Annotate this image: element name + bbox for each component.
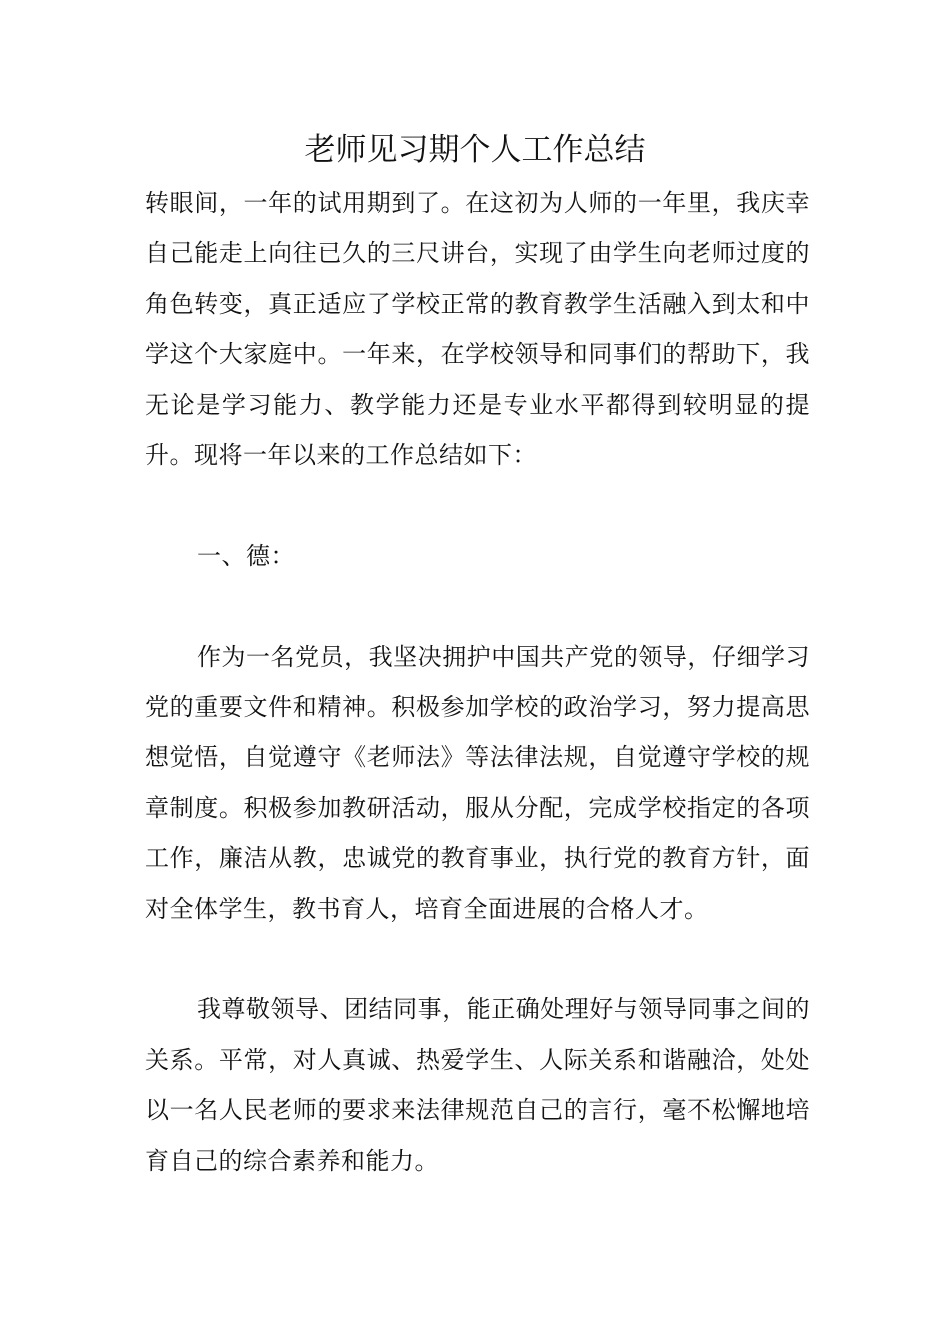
body-paragraph-colleagues: 我尊敬领导、团结同事，能正确处理好与领导同事之间的关系。平常，对人真诚、热爱学生、人际关系和谐融洽，处处以一名人民老师的要求来法律规范自己的言行，毫不松懈地培育自己的综合素养和能力。 xyxy=(145,995,810,1175)
paragraph-spacer xyxy=(145,934,810,984)
body-paragraph-party: 作为一名党员，我坚决拥护中国共产党的领导，仔细学习党的重要文件和精神。积极参加学校的政治学习，努力提高思想觉悟，自觉遵守《老师法》等法律法规，自觉遵守学校的规章制度。积极参加教研活动，服从分配，完成学校指定的各项工作，廉洁从教，忠诚党的教育事业，执行党的教育方针，面对全体学生，教书育人，培育全面进展的合格人才。 xyxy=(145,642,810,923)
document-title: 老师见习期个人工作总结 xyxy=(304,132,646,168)
document-body xyxy=(145,178,810,1186)
paragraph-spacer xyxy=(145,581,810,631)
section-heading-de: 一、德： xyxy=(197,541,295,570)
intro-paragraph: 转眼间，一年的试用期到了。在这初为人师的一年里，我庆幸自己能走上向往已久的三尺讲台，实现了由学生向老师过度的角色转变，真正适应了学校正常的教育教学生活融入到太和中学这个大家庭中。一年来，在学校领导和同事们的帮助下，我无论是学习能力、教学能力还是专业水平都得到较明显的提升。现将一年以来的工作总结如下： xyxy=(145,189,810,470)
paragraph-spacer xyxy=(145,480,810,530)
